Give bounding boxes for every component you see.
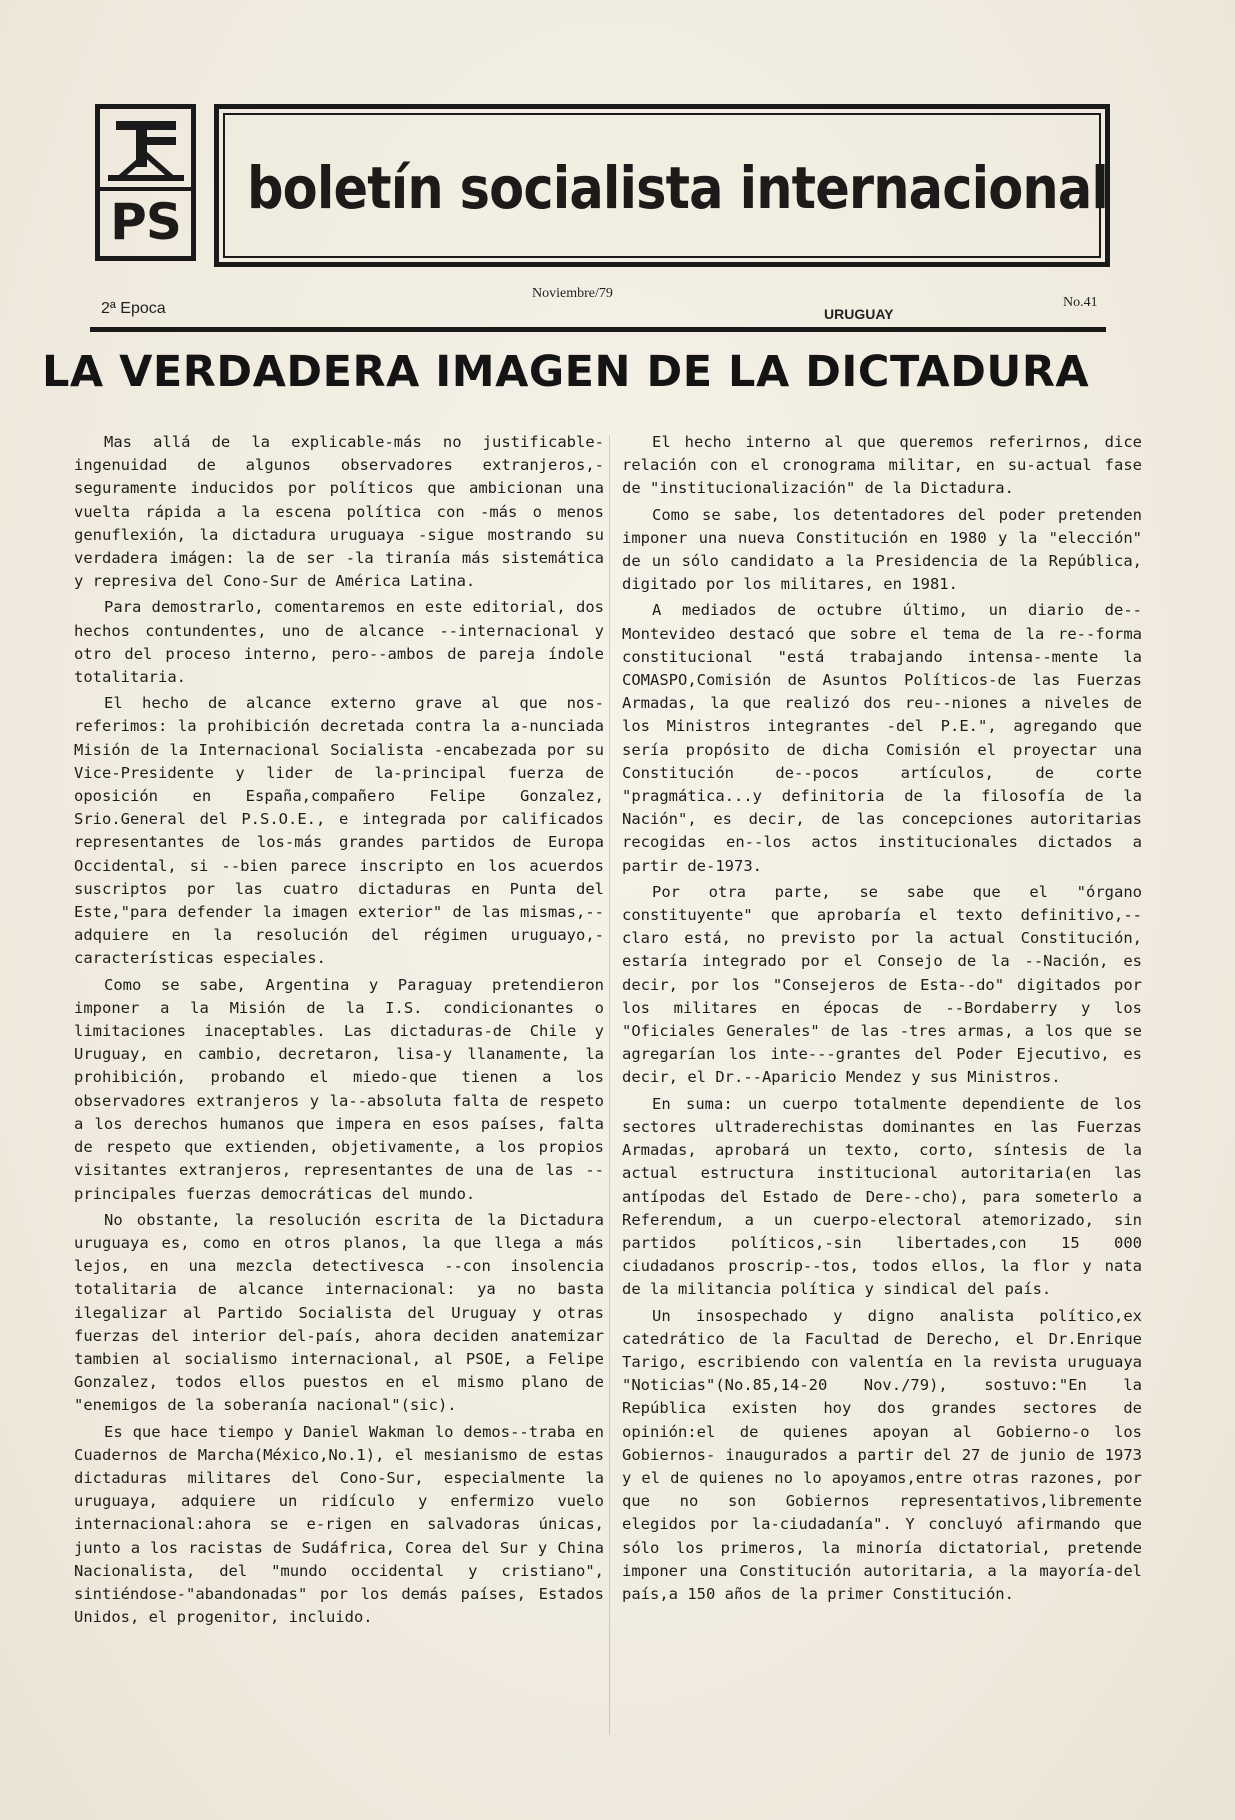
- article-right-column: [622, 431, 1142, 1609]
- ps-logo: [95, 104, 196, 261]
- paragraph: Por otra parte, se sabe que el "órgano constituyente" que aprobaría el texto definitivo,--claro está, no previsto por la actual Constitución, estaría integrado por el Consejo de la --Nación, es decir, por los "Consejeros de Esta--do" digitados por los militares en épocas de --Bordaberry y los "Oficiales Generales" de las -tres armas, a los que se agregarían los inte---grantes del Poder Ejecutivo, es decir, el Dr.--Aparicio Mendez y sus Ministros.: [622, 882, 1142, 1087]
- paragraph: El hecho interno al que queremos referirnos, dice relación con el cronograma militar, en su-actual fase de "institucionalización" de la Dictadura.: [622, 433, 1142, 498]
- paragraph: En suma: un cuerpo totalmente dependiente de los sectores ultraderechistas dominantes en las Fuerzas Armadas, aprobará un texto, corto, síntesis de la actual estructura institucional autoritaria(en las antípodas del Estado de Dere--cho), para someterlo a Referendum, a un cuerpo-electoral atemorizado, sin partidos políticos,-sin libertades,con 15 000 ciudadanos proscrip--tos, todos ellos, la flor y nata de la militancia política y sindical del país.: [622, 1094, 1142, 1299]
- issue-date: Noviembre/79: [532, 286, 613, 301]
- paragraph: Es que hace tiempo y Daniel Wakman lo demos--traba en Cuadernos de Marcha(México,No.1), el mesianismo de estas dictaduras militares del Cono-Sur, especialmente la uruguaya, adquiere un ridículo y enfermizo vuelo internacional:ahora se e-rigen en salvadoras únicas, junto a los racistas de Sudáfrica, Corea del Sur y China Nacionalista, del "mundo occidental y cristiano", sintiéndose-"abandonadas" por los demás países, Estados Unidos, el progenitor, incluido.: [74, 1422, 604, 1627]
- masthead-rule: [90, 327, 1106, 332]
- paragraph: Mas allá de la explicable-más no justificable-ingenuidad de algunos observadores extranjeros,-seguramente inducidos por políticos que ambicionan una vuelta rápida a la escena política con -más o menos genuflexión, la dictadura uruguaya -sigue mostrando su verdadera imágen: la de ser -la tiranía más sistemática y represiva del Cono-Sur de América Latina.: [74, 433, 604, 591]
- paragraph: A mediados de octubre último, un diario de--Montevideo destacó que sobre el tema de la re--forma constitucional "está trabajando intensa--mente la COMASPO,Comisión de Asuntos Políticos-de las Fuerzas Armadas, la que realizó dos reu--niones a niveles de los Ministros integrantes -del P.E.", agregando que sería propósito de dicha Comisión el proyectar una Constitución de--pocos artículos, de corte "pragmática...y definitoria de la filosofía de la Nación", es decir, de las concepciones autoritarias recogidas en--los actos institucionales dictados a partir de-1973.: [622, 601, 1142, 875]
- paragraph: El hecho de alcance externo grave al que nos-referimos: la prohibición decretada contra la a-nunciada Misión de la Internacional Socialista -encabezada por su Vice-Presidente y lider de la-principal fuerza de oposición en España,compañero Felipe Gonzalez, Srio.General del P.S.O.E., e integrada por calificados representantes de los-más grandes partidos de Europa Occidental, si --bien parece inscripto en los acuerdos suscriptos por las cuatro dictaduras en Punta del Este,"para defender la imagen exterior" de las mismas,--adquiere en la resolución del régimen uruguayo,-características especiales.: [74, 694, 604, 968]
- masthead-title: boletín socialista internacional: [247, 154, 1109, 222]
- masthead-title-box: [214, 104, 1110, 267]
- epoca-label: 2ª Epoca: [101, 300, 166, 317]
- paragraph: No obstante, la resolución escrita de la Dictadura uruguaya es, como en otros planos, la que llega a más lejos, en una mezcla detectivesca --con insolencia totalitaria de alcance internacional: ya no basta ilegalizar al Partido Socialista del Uruguay y otras fuerzas del interior del-país, ahora deciden anatemizar tambien al socialismo internacional, al PSOE, a Felipe Gonzalez, todos ellos puestos en el mismo plano de "enemigos de la soberanía nacional"(sic).: [74, 1210, 604, 1415]
- logo-ps-text: PS: [110, 193, 181, 251]
- paragraph: Como se sabe, los detentadores del poder pretenden imponer una nueva Constitución en 1980 y la "elección" de un sólo candidato a la Presidencia de la República, digitado por los militares, en 1981.: [622, 505, 1142, 594]
- party-emblem-icon: [106, 119, 186, 183]
- paragraph: Un insospechado y digno analista político,ex catedrático de la Facultad de Derecho, el Dr.Enrique Tarigo, escribiendo con valentía en la revista uruguaya "Noticias"(No.85,14-20 Nov./79), sostuvo:"En la República existen hoy dos grandes sectores de opinión:el de quienes apoyan al Gobierno-o los Gobiernos- inaugurados a partir del 27 de junio de 1973 y el de quienes no lo apoyamos,entre otras razones, por que no son Gobiernos representativos,libremente elegidos por la-ciudadanía". Y concluyó afirmando que sólo los primeros, la minoría dictatorial, pretende imponer una Constitución autoritaria, a la mayoría-del país,a 150 años de la primer Constitución.: [622, 1306, 1142, 1603]
- logo-divider: [100, 187, 191, 191]
- column-divider: [609, 435, 610, 1735]
- paragraph: Para demostrarlo, comentaremos en este editorial, dos hechos contundentes, uno de alcance --internacional y otro del proceso interno, pero--ambos de pareja índole totalitaria.: [74, 598, 604, 687]
- article-headline: LA VERDADERA IMAGEN DE LA DICTADURA: [42, 347, 1090, 397]
- country-label: URUGUAY: [824, 306, 894, 322]
- issue-number: No.41: [1063, 295, 1098, 310]
- paragraph: Como se sabe, Argentina y Paraguay pretendieron imponer a la Misión de la I.S. condicionantes o limitaciones inaceptables. Las dictaduras-de Chile y Uruguay, en cambio, decretaron, lisa-y llanamente, la prohibición, probando el miedo-que tienen a los observadores extranjeros y la--absoluta falta de respeto a los derechos humanos que impera en esos países, falta de respeto que extienden, objetivamente, a los propios visitantes extranjeros, representantes de una de las --principales fuerzas democráticas del mundo.: [74, 975, 604, 1203]
- article-left-column: [74, 431, 604, 1632]
